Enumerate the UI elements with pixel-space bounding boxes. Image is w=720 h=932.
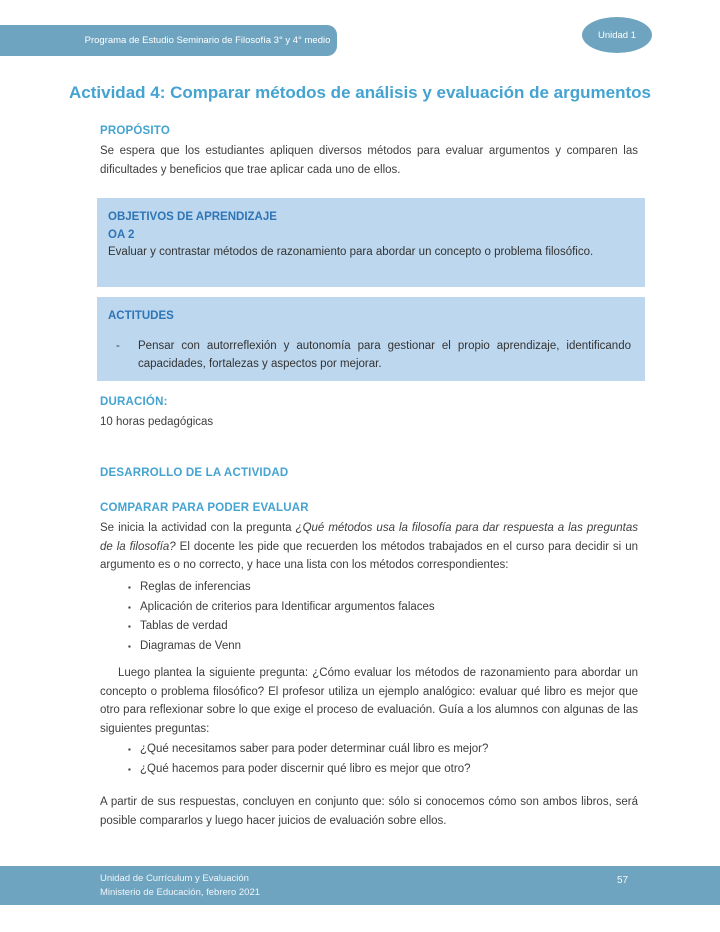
footer-ministry-line: Ministerio de Educación, febrero 2021: [100, 887, 261, 898]
list-item: [100, 760, 638, 780]
program-header-bar: [0, 25, 337, 56]
method-label: Reglas de inferencias: [140, 581, 251, 593]
comparar-second-paragraph: Luego plantea la siguiente pregunta: ¿Cómo evaluar los métodos de razonamiento para abordar un concepto o problema filosófico? El profesor utiliza un ejemplo analógico: evaluar qué libro es mejor que otro para reflexionar sobre lo que exige el proceso de evaluación. Guía a los alumnos con algunas de las siguientes preguntas:: [100, 667, 638, 735]
comparar-heading: COMPARAR PARA PODER EVALUAR: [100, 502, 309, 514]
desarrollo-heading: DESARROLLO DE LA ACTIVIDAD: [100, 467, 289, 479]
unit-badge-label: Unidad 1: [597, 29, 637, 41]
question-label: ¿Qué hacemos para poder discernir qué libro es mejor que otro?: [140, 762, 471, 775]
method-label: Aplicación de criterios para Identificar argumentos falaces: [140, 600, 435, 613]
objetivos-box: [97, 198, 645, 287]
objetivos-text: Evaluar y contrastar métodos de razonamiento para abordar un concepto o problema filosófico.: [108, 246, 594, 258]
method-label: Tablas de verdad: [140, 620, 228, 632]
footer-org-line: Unidad de Currículum y Evaluación: [100, 873, 249, 884]
square-bullet-icon: ▪: [128, 764, 131, 774]
objetivos-oa-code: OA 2: [108, 228, 135, 241]
proposito-heading: PROPÓSITO: [100, 125, 170, 137]
methods-list: [100, 578, 638, 656]
duracion-heading: DURACIÓN:: [100, 396, 168, 408]
footer-bar: [0, 866, 720, 905]
conclusion-paragraph: A partir de sus respuestas, concluyen en conjunto que: sólo si conocemos cómo son ambos libros, será posible compararlos y luego hacer juicios de evaluación sobre ellos.: [100, 796, 638, 827]
list-item: [100, 617, 638, 637]
square-bullet-icon: ▪: [128, 745, 131, 754]
square-bullet-icon: ▪: [128, 641, 131, 651]
duracion-text: 10 horas pedagógicas: [100, 416, 214, 428]
actitudes-heading: ACTITUDES: [108, 310, 174, 322]
comparar-intro-paragraph: [100, 519, 638, 575]
list-item: [100, 740, 638, 760]
objetivos-heading: OBJETIVOS DE APRENDIZAJE: [108, 211, 277, 223]
actitudes-bullet-item: [108, 337, 631, 373]
square-bullet-icon: ▪: [128, 602, 131, 612]
actitudes-text: Pensar con autorreflexión y autonomía para gestionar el propio aprendizaje, identificando capacidades, fortalezas y aspectos por mejorar.: [138, 339, 631, 370]
list-item: [100, 637, 638, 657]
program-title: Programa de Estudio Seminario de Filosofía 3° y 4° medio: [84, 35, 331, 46]
unit-badge: [582, 17, 652, 53]
method-label: Diagramas de Venn: [140, 639, 242, 652]
intro-question-italic: ¿Qué métodos usa la filosofía para dar respuesta a las preguntas de la filosofía?: [100, 522, 638, 553]
question-label: ¿Qué necesitamos saber para poder determinar cuál libro es mejor?: [140, 743, 489, 755]
list-item: [100, 598, 638, 618]
page-number: 57: [617, 875, 629, 886]
square-bullet-icon: ▪: [128, 583, 131, 592]
proposito-text: Se espera que los estudiantes apliquen diversos métodos para evaluar argumentos y comparen las dificultades y beneficios que trae aplicar cada uno de ellos.: [100, 145, 638, 176]
list-item: [100, 578, 638, 598]
dash-bullet-icon: -: [116, 339, 120, 352]
activity-title: Actividad 4: Comparar métodos de análisis y evaluación de argumentos: [69, 83, 651, 102]
questions-list: [100, 740, 638, 779]
actitudes-box: [97, 297, 645, 381]
intro-prefix: Se inicia la actividad con la pregunta: [100, 522, 296, 534]
square-bullet-icon: ▪: [128, 622, 131, 631]
intro-suffix: El docente les pide que recuerden los métodos trabajados en el curso para decidir si un argumento es o no correcto, y hace una lista con los métodos correspondientes:: [100, 540, 638, 571]
